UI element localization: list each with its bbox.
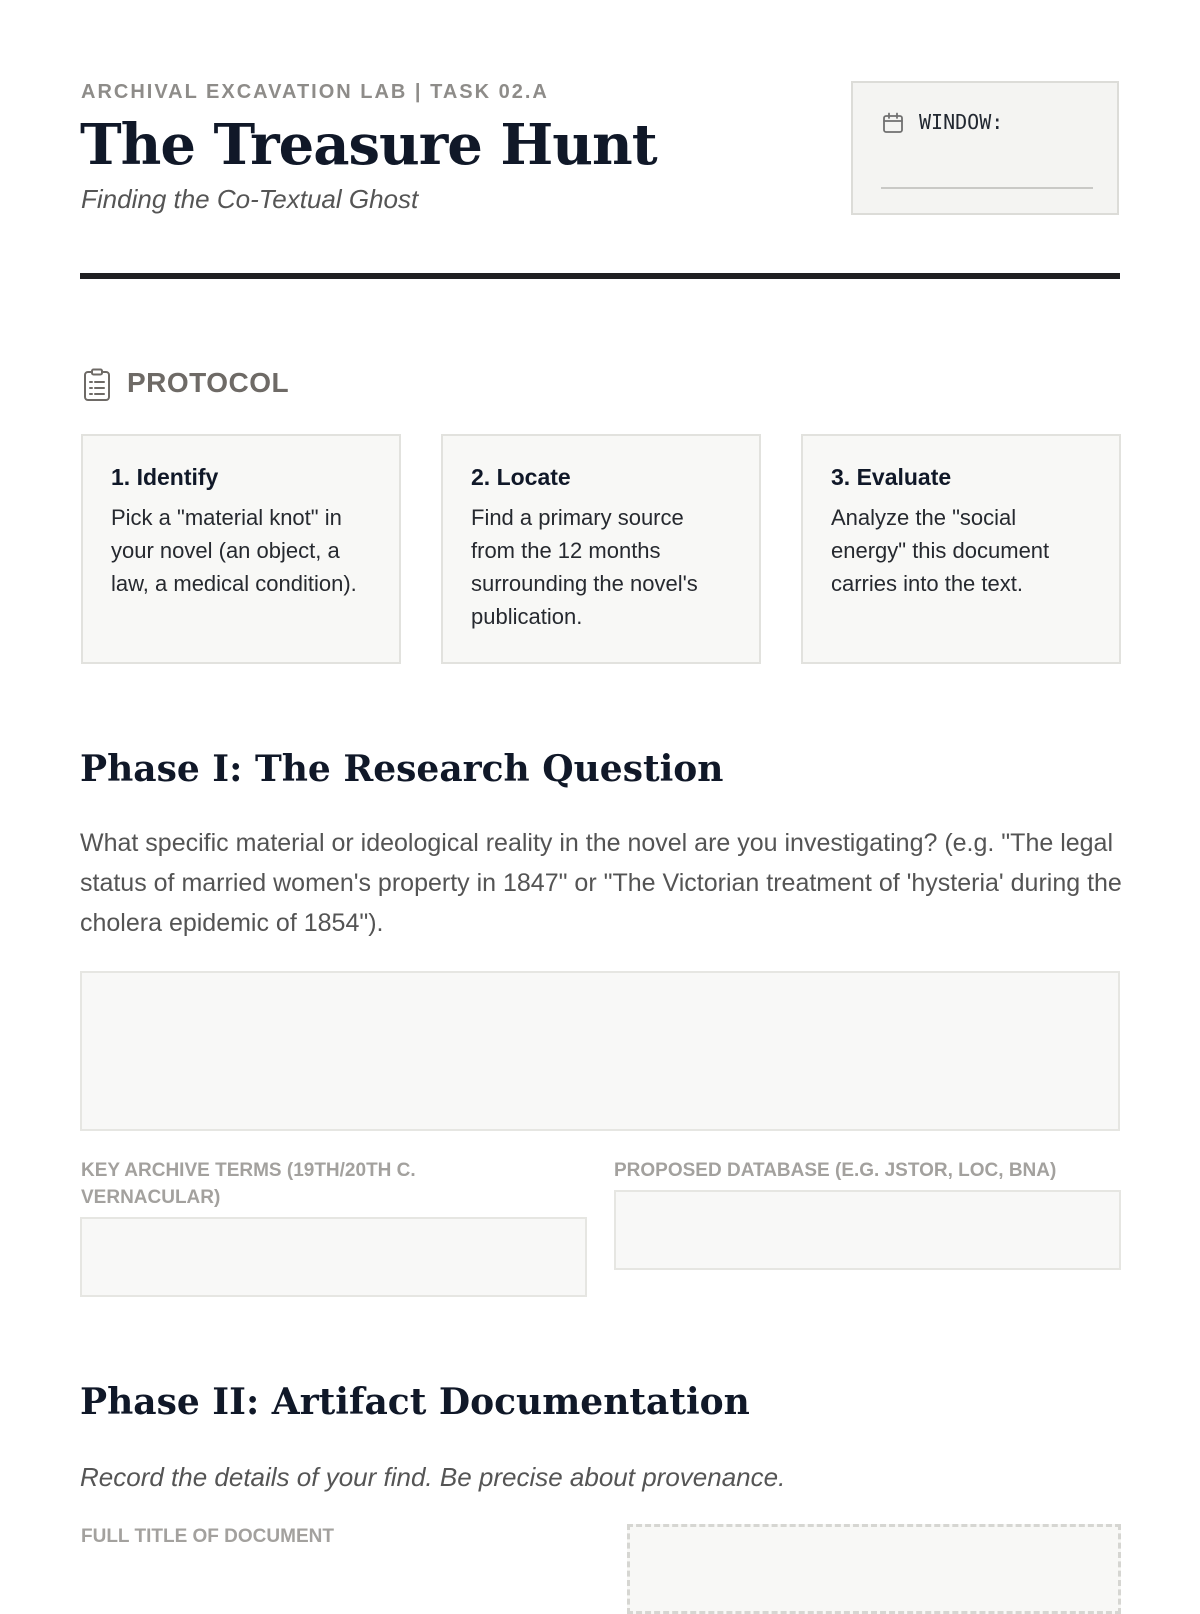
step-text: Analyze the "social energy" this document carries into the text. (831, 505, 1050, 596)
key-terms-input[interactable] (80, 1217, 587, 1297)
step-text: Pick a "material knot" in your novel (an object, a law, a medical condition). (111, 505, 357, 596)
lab-task-eyebrow: ARCHIVAL EXCAVATION LAB | TASK 02.A (81, 81, 549, 103)
header-divider (80, 273, 1120, 279)
page-subtitle: Finding the Co-Textual Ghost (81, 184, 419, 214)
database-input[interactable] (614, 1190, 1121, 1270)
window-date-box (851, 81, 1119, 215)
document-title-label: FULL TITLE OF DOCUMENT (81, 1526, 334, 1547)
research-question-textarea[interactable] (80, 971, 1120, 1131)
database-label: PROPOSED DATABASE (E.G. JSTOR, LOC, BNA) (614, 1160, 1057, 1181)
phase-2-description: Record the details of your find. Be precise about provenance. (80, 1462, 786, 1492)
phase-1-description: What specific material or ideological reality in the novel are you investigating? (e.g. "The legal status of married women's property in 1847" or "The Victorian treatment of 'hysteria' during the cholera epidemic of 1854"). (80, 829, 1122, 937)
step-title: 1. Identify (111, 464, 219, 490)
phase-2-heading: Phase II: Artifact Documentation (80, 1381, 750, 1423)
step-title: 3. Evaluate (831, 464, 952, 490)
step-card-locate (441, 434, 761, 664)
step-title: 2. Locate (471, 464, 571, 490)
key-terms-label: KEY ARCHIVE TERMS (19TH/20TH C. VERNACULAR) (81, 1160, 416, 1208)
phase-1-heading: Phase I: The Research Question (80, 748, 724, 790)
step-card-identify (81, 434, 401, 664)
clipboard-icon (82, 368, 112, 402)
window-label: WINDOW: (919, 110, 1004, 134)
step-text: Find a primary source from the 12 months surrounding the novel's publication. (471, 505, 698, 629)
calendar-icon (881, 111, 905, 135)
page-title: The Treasure Hunt (80, 112, 657, 178)
step-card-evaluate (801, 434, 1121, 664)
artifact-upload-dropzone[interactable] (627, 1524, 1121, 1614)
protocol-heading: PROTOCOL (127, 367, 290, 398)
window-input-line[interactable] (881, 187, 1093, 189)
